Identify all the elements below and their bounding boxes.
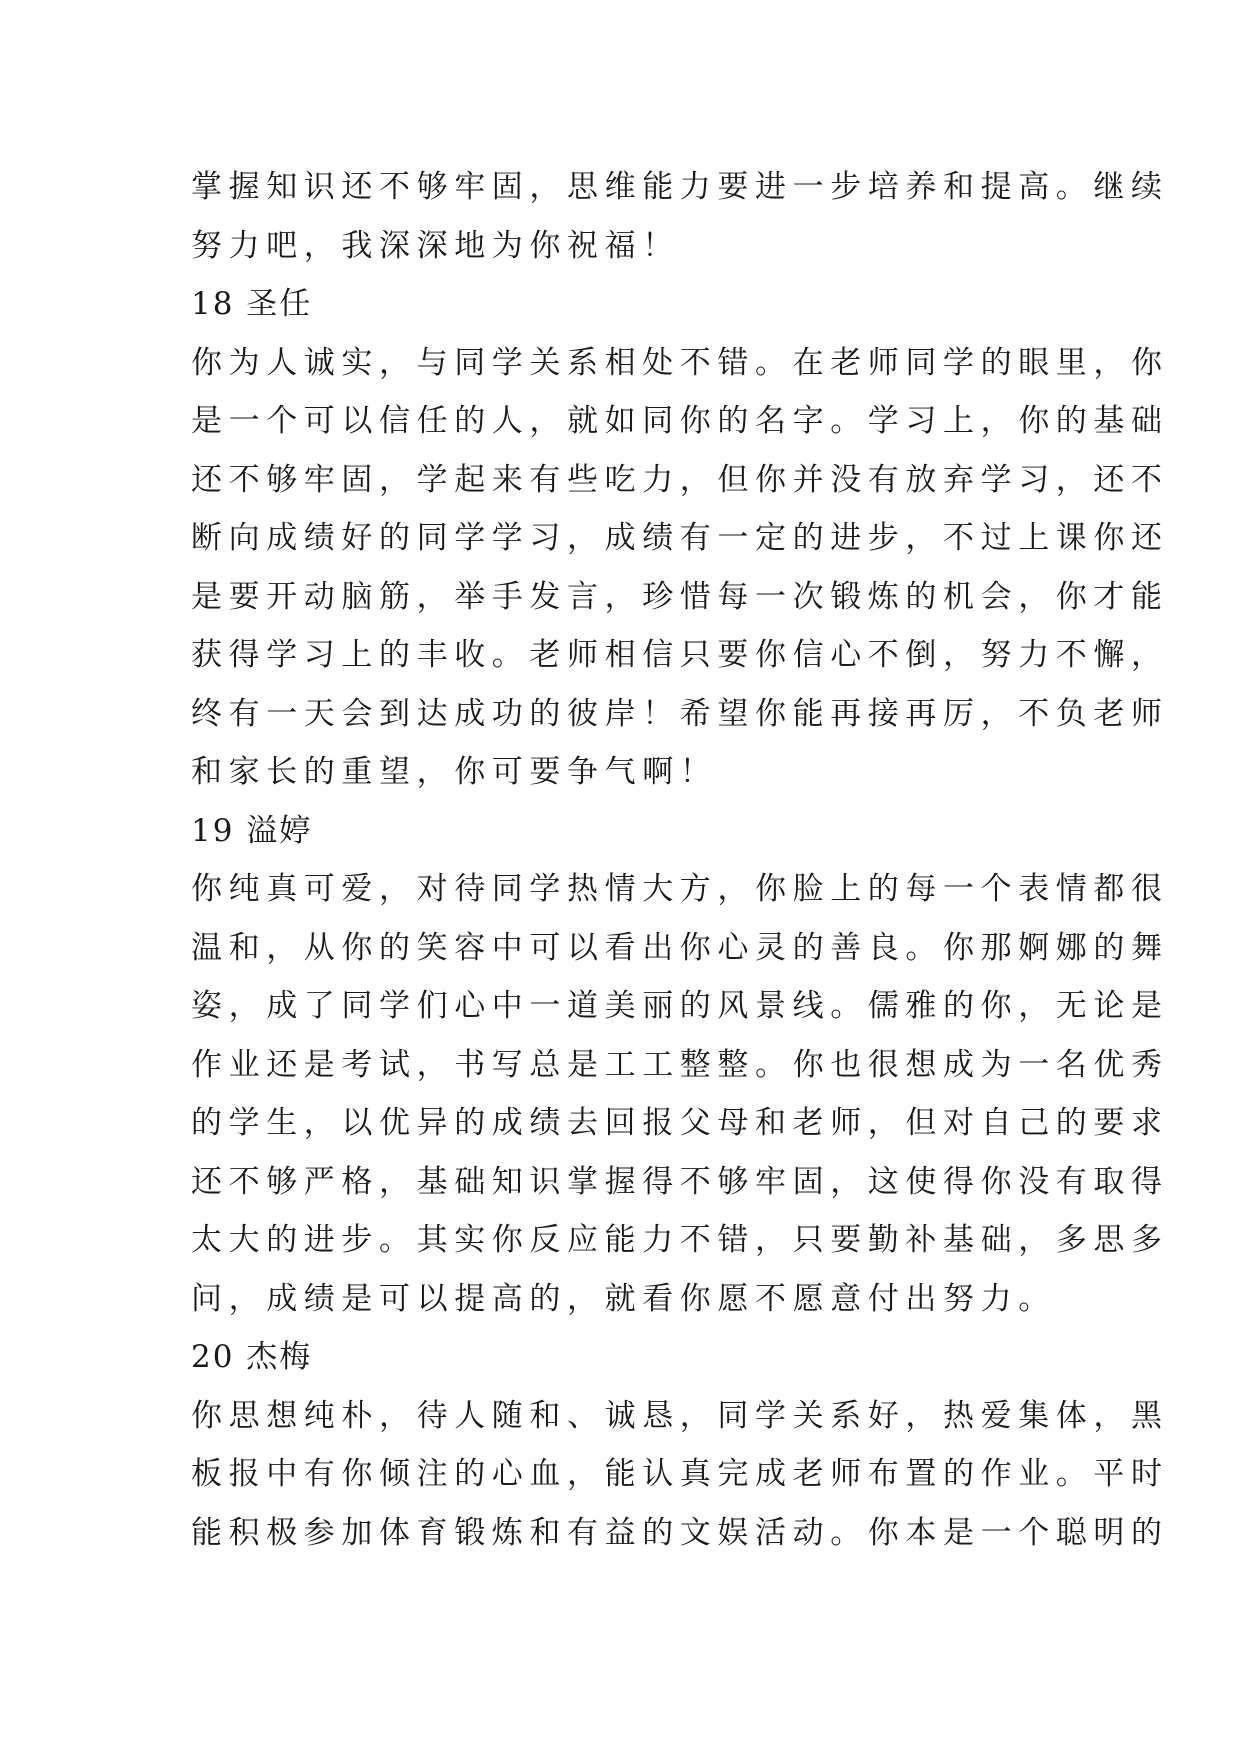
text-line: 你为人诚实，与同学关系相处不错。在老师同学的眼里，你 [191, 344, 1169, 381]
text-line: 还不够牢固，学起来有些吃力，但你并没有放弃学习，还不 [191, 461, 1169, 498]
student-heading: 20 杰梅 [191, 1339, 313, 1375]
text-line: 努力吧，我深深地为你祝福！ [191, 227, 680, 264]
text-line: 还不够严格，基础知识掌握得不够牢固，这使得你没有取得 [191, 1163, 1169, 1200]
student-heading: 18 圣任 [191, 286, 313, 322]
text-line: 的学生，以优异的成绩去回报父母和老师，但对自己的要求 [191, 1105, 1169, 1141]
text-line: 掌握知识还不够牢固，思维能力要进一步培养和提高。继续 [191, 169, 1169, 205]
text-line: 你纯真可爱，对待同学热情大方，你脸上的每一个表情都很 [191, 871, 1169, 907]
text-line: 终有一天会到达成功的彼岸！希望你能再接再厉，不负老师 [191, 695, 1169, 732]
text-line: 板报中有你倾注的心血，能认真完成老师布置的作业。平时 [191, 1456, 1169, 1492]
text-line: 温和，从你的笑容中可以看出你心灵的善良。你那婀娜的舞 [191, 929, 1169, 966]
text-line: 获得学习上的丰收。老师相信只要你信心不倒，努力不懈， [191, 637, 1169, 673]
text-line: 太大的进步。其实你反应能力不错，只要勤补基础，多思多 [191, 1222, 1169, 1258]
text-line: 姿，成了同学们心中一道美丽的风景线。儒雅的你，无论是 [191, 988, 1169, 1024]
text-line: 问，成绩是可以提高的，就看你愿不愿意付出努力。 [191, 1280, 1056, 1317]
student-heading: 19 溢婷 [191, 812, 313, 849]
text-line: 是一个可以信任的人，就如同你的名字。学习上，你的基础 [191, 403, 1169, 439]
document-body [191, 158, 1169, 1562]
text-line: 和家长的重望，你可要争气啊！ [191, 754, 718, 790]
text-line: 能积极参加体育锻炼和有益的文娱活动。你本是一个聪明的 [191, 1514, 1169, 1551]
text-line: 你思想纯朴，待人随和、诚恳，同学关系好，热爱集体，黑 [191, 1397, 1169, 1434]
text-line: 是要开动脑筋，举手发言，珍惜每一次锻炼的机会，你才能 [191, 578, 1169, 615]
text-line: 断向成绩好的同学学习，成绩有一定的进步，不过上课你还 [191, 520, 1169, 556]
text-line: 作业还是考试，书写总是工工整整。你也很想成为一名优秀 [191, 1046, 1169, 1083]
